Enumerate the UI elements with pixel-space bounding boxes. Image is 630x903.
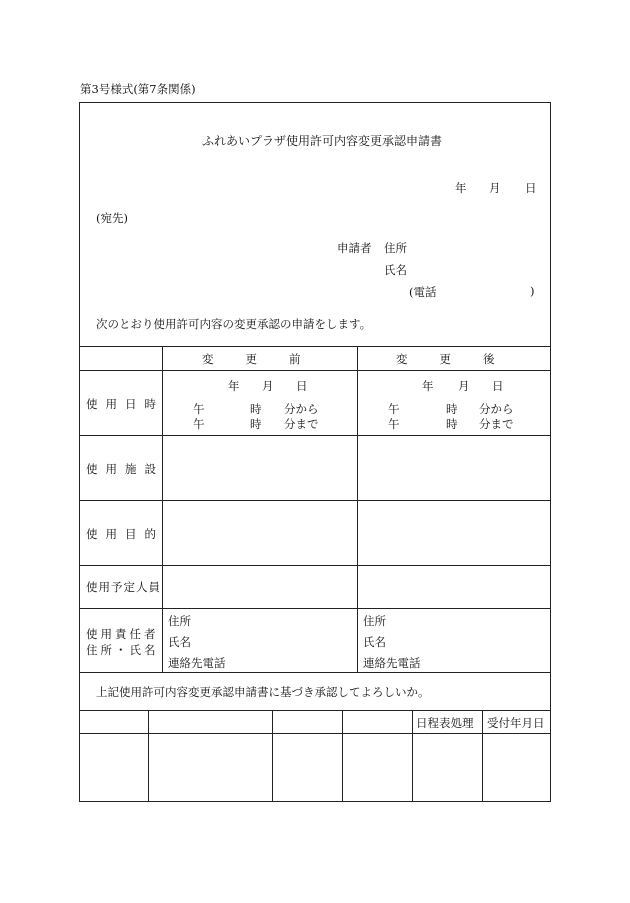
- resp-before-address: 住所: [168, 614, 191, 628]
- divider: [357, 346, 358, 672]
- office-schedule-header: 日程表処理: [416, 716, 474, 730]
- office-received-header: 受付年月日: [487, 716, 545, 730]
- dt-after-until: 分まで: [479, 417, 514, 431]
- date-year: 年: [455, 181, 467, 195]
- divider: [79, 565, 551, 566]
- dt-before-until: 分まで: [284, 417, 319, 431]
- dt-before-hour-1: 時: [250, 402, 262, 416]
- applicant-label: 申請者: [337, 241, 372, 255]
- row-label-people: 使用予定人員: [86, 580, 161, 594]
- column-after: 変更後: [396, 352, 527, 366]
- column-before: 変更前: [202, 352, 333, 366]
- row-label-responsible-1: 使用責任者: [86, 627, 159, 641]
- applicant-name-label: 氏名: [384, 263, 407, 277]
- resp-after-address: 住所: [363, 614, 386, 628]
- divider: [272, 710, 273, 802]
- divider: [79, 608, 551, 609]
- row-label-facility: 使用施設: [86, 462, 164, 476]
- row-label-datetime: 使用日時: [86, 397, 164, 411]
- dt-after-am-2: 午: [388, 417, 400, 431]
- dt-after-hour-1: 時: [446, 402, 458, 416]
- date-month: 月: [489, 181, 501, 195]
- divider: [342, 710, 343, 802]
- resp-after-name: 氏名: [363, 635, 386, 649]
- form-title: ふれあいプラザ使用許可内容変更承認申請書: [202, 134, 443, 148]
- dt-before-day: 日: [296, 379, 308, 393]
- dt-after-day: 日: [492, 379, 504, 393]
- form-number-label: 第3号様式(第7条関係): [80, 82, 196, 96]
- dt-before-from: 分から: [284, 402, 319, 416]
- dt-before-am-2: 午: [193, 417, 205, 431]
- approval-text: 上記使用許可内容変更承認申請書に基づき承認してよろしいか。: [96, 685, 430, 699]
- addressee: (宛先): [96, 211, 128, 225]
- resp-before-contact: 連絡先電話: [168, 656, 226, 670]
- row-label-purpose: 使用目的: [86, 527, 164, 541]
- dt-after-from: 分から: [479, 402, 514, 416]
- applicant-address-label: 住所: [384, 241, 407, 255]
- divider: [79, 500, 551, 501]
- divider: [79, 733, 551, 734]
- dt-before-hour-2: 時: [250, 417, 262, 431]
- divider: [482, 710, 483, 802]
- dt-before-month: 月: [262, 379, 274, 393]
- dt-after-year: 年: [422, 379, 434, 393]
- divider: [412, 710, 413, 802]
- dt-before-am-1: 午: [193, 402, 205, 416]
- divider: [79, 672, 551, 673]
- column-after-label: 後: [483, 352, 527, 366]
- applicant-phone-label: (電話: [409, 285, 437, 299]
- divider: [162, 346, 163, 672]
- date-day: 日: [525, 181, 537, 195]
- divider: [79, 710, 551, 711]
- divider: [148, 710, 149, 802]
- row-label-responsible-2: 住所・氏名: [86, 643, 159, 657]
- resp-after-contact: 連絡先電話: [363, 656, 421, 670]
- dt-after-hour-2: 時: [446, 417, 458, 431]
- dt-after-month: 月: [458, 379, 470, 393]
- divider: [79, 435, 551, 436]
- dt-after-am-1: 午: [388, 402, 400, 416]
- divider: [79, 370, 551, 371]
- divider: [79, 346, 551, 347]
- intro-text: 次のとおり使用許可内容の変更承認の申請をします。: [96, 317, 372, 331]
- applicant-phone-close: ): [530, 284, 535, 298]
- dt-before-year: 年: [228, 379, 240, 393]
- resp-before-name: 氏名: [168, 635, 191, 649]
